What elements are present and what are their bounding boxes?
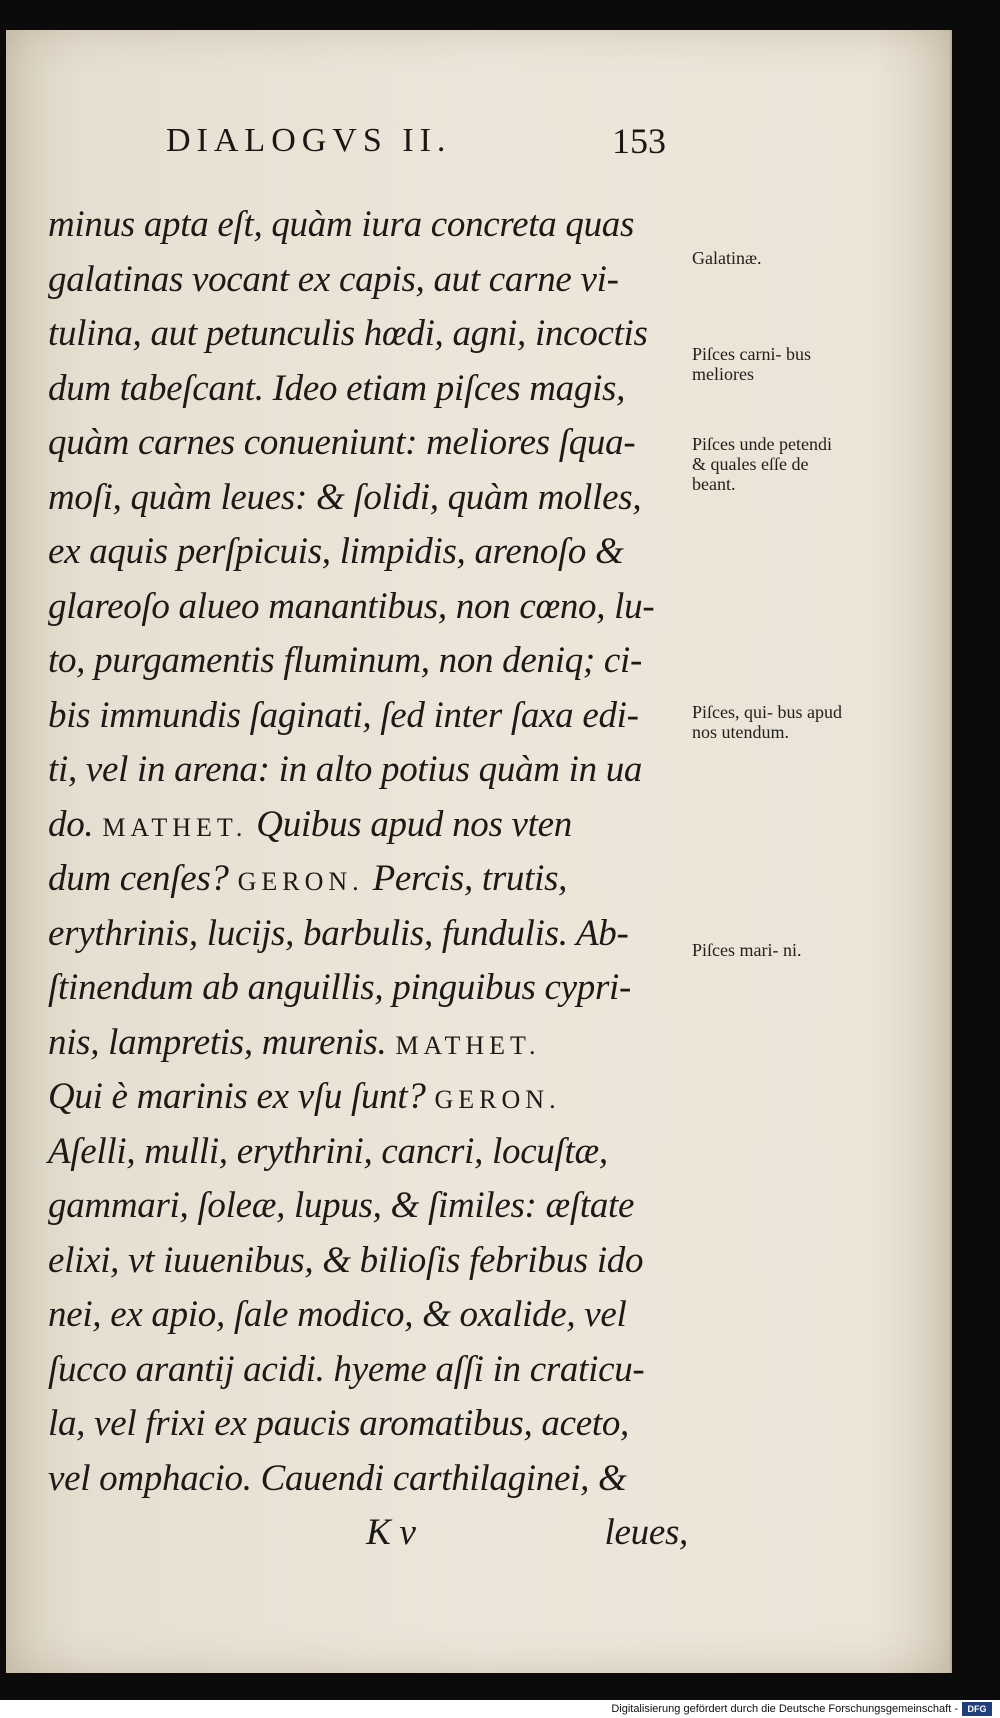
catchword-line (48, 1506, 688, 1561)
line-fragment: Quibus apud nos vten (247, 803, 572, 845)
text-line: quàm carnes conueniunt: meliores ſqua- (48, 422, 636, 463)
text-line: moſi, quàm leues: & ſolidi, quàm molles, (48, 476, 642, 518)
text-line (48, 1070, 688, 1125)
text-line: to, purgamentis fluminum, non deniq; ci- (48, 640, 642, 681)
text-line: ſucco arantij acidi. hyeme aſſi in craticu- (48, 1348, 645, 1390)
text-line: la, vel frixi ex paucis aromatibus, aceto, (48, 1403, 629, 1444)
text-line: gammari, ſoleæ, lupus, & ſimiles: æſtate (48, 1185, 635, 1226)
page-header (166, 122, 666, 182)
dfg-logo-icon: DFG (962, 1702, 992, 1716)
text-line: minus apta eſt, quàm iura concreta quas (48, 204, 635, 245)
body-text (48, 198, 688, 1561)
text-line: elixi, vt iuuenibus, & bilioſis febribus ido (48, 1239, 644, 1281)
speaker-name: MATHET. (395, 1030, 541, 1060)
margin-note: Piſces, qui- bus apud nos utendum. (692, 702, 842, 742)
text-line: galatinas vocant ex capis, aut carne vi- (48, 258, 619, 300)
text-line (48, 1016, 688, 1071)
margin-note: Piſces carni- bus meliores (692, 344, 811, 384)
running-head: DIALOGVS II. (166, 122, 452, 159)
text-line: dum tabeſcant. Ideo etiam piſces magis, (48, 367, 626, 409)
text-line: bis immundis ſaginati, ſed inter ſaxa edi- (48, 694, 639, 736)
line-fragment: nis, lampretis, murenis. (48, 1021, 396, 1063)
catchword: leues, (604, 1512, 688, 1553)
text-line: ſtinendum ab anguillis, pinguibus cypri- (48, 967, 632, 1008)
digitization-footer (0, 1700, 1000, 1718)
page-number: 153 (612, 121, 666, 161)
text-line: nei, ex apio, ſale modico, & oxalide, vel (48, 1294, 627, 1335)
footer-text: Digitalisierung gefördert durch die Deutsche Forschungsgemeinschaft - (611, 1703, 958, 1715)
line-fragment: do. (48, 803, 103, 845)
text-line (48, 798, 688, 853)
line-fragment: dum cenſes? (48, 858, 238, 899)
signature-mark: K v (366, 1512, 416, 1553)
text-line (48, 852, 688, 907)
text-line: ex aquis perſpicuis, limpidis, arenoſo & (48, 531, 624, 572)
text-line: glareoſo alueo manantibus, non cœno, lu- (48, 585, 655, 627)
speaker-name: MATHET. (102, 812, 248, 842)
text-line: tulina, aut petunculis hœdi, agni, incoctis (48, 313, 648, 354)
speaker-name: GERON. (434, 1085, 561, 1114)
text-line: erythrinis, lucijs, barbulis, fundulis. Ab- (48, 912, 629, 954)
line-fragment: Qui è marinis ex vſu ſunt? (48, 1076, 435, 1117)
margin-note: Piſces mari- ni. (692, 940, 802, 960)
margin-note: Galatinæ. (692, 248, 762, 268)
book-page (6, 30, 952, 1673)
text-line: vel omphacio. Cauendi carthilaginei, & (48, 1457, 627, 1499)
text-line: ti, vel in arena: in alto potius quàm in ua (48, 749, 643, 790)
text-line: Aſelli, mulli, erythrini, cancri, locuſtæ, (48, 1130, 608, 1172)
speaker-name: GERON. (237, 867, 364, 896)
margin-note: Piſces unde petendi & quales eſſe de beant. (692, 434, 832, 494)
line-fragment: Percis, trutis, (363, 858, 568, 899)
